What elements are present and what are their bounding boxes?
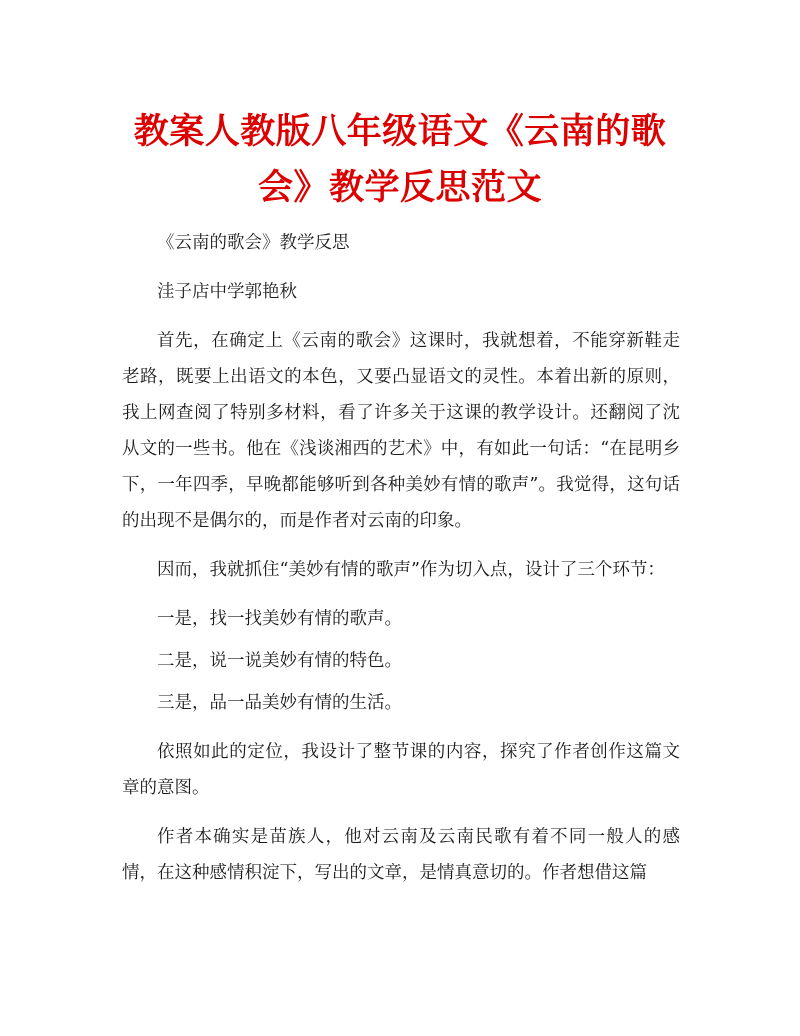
paragraph-step-one: 一是，找一找美妙有情的歌声。 — [157, 609, 402, 629]
paragraph-intent: 依照如此的定位，我设计了整节课的内容，探究了作者创作这篇文章的意图。 — [122, 742, 680, 798]
paragraph-design: 因而，我就抓住“美妙有情的歌声”作为切入点，设计了三个环节： — [157, 560, 665, 580]
document-title: 教案人教版八年级语文《云南的歌会》教学反思范文 — [133, 112, 667, 208]
paragraph-subtitle: 《云南的歌会》教学反思 — [157, 233, 350, 253]
paragraph-step-two: 二是，说一说美妙有情的特色。 — [157, 651, 402, 671]
paragraph-author-background: 作者本确实是苗族人，他对云南及云南民歌有着不同一般人的感情，在这种感情积淀下，写出的文章，是情真意切的。作者想借这篇 — [122, 827, 680, 883]
paragraph-author: 洼子店中学郭艳秋 — [157, 282, 297, 302]
paragraph-step-three: 三是，品一品美妙有情的生活。 — [157, 693, 402, 713]
paragraph-intro: 首先，在确定上《云南的歌会》这课时，我就想着，不能穿新鞋走老路，既要上出语文的本色，又要凸显语文的灵性。本着出新的原则，我上网查阅了特别多材料，看了许多关于这课的教学设计。还翻阅了沈从文的一些书。他在《浅谈湘西的艺术》中，有如此一句话：“在昆明乡下，一年四季，早晚都能够听到各种美妙有情的歌声”。我觉得，这句话的出现不是偶尔的，而是作者对云南的印象。 — [122, 331, 680, 531]
document-body — [122, 225, 680, 904]
